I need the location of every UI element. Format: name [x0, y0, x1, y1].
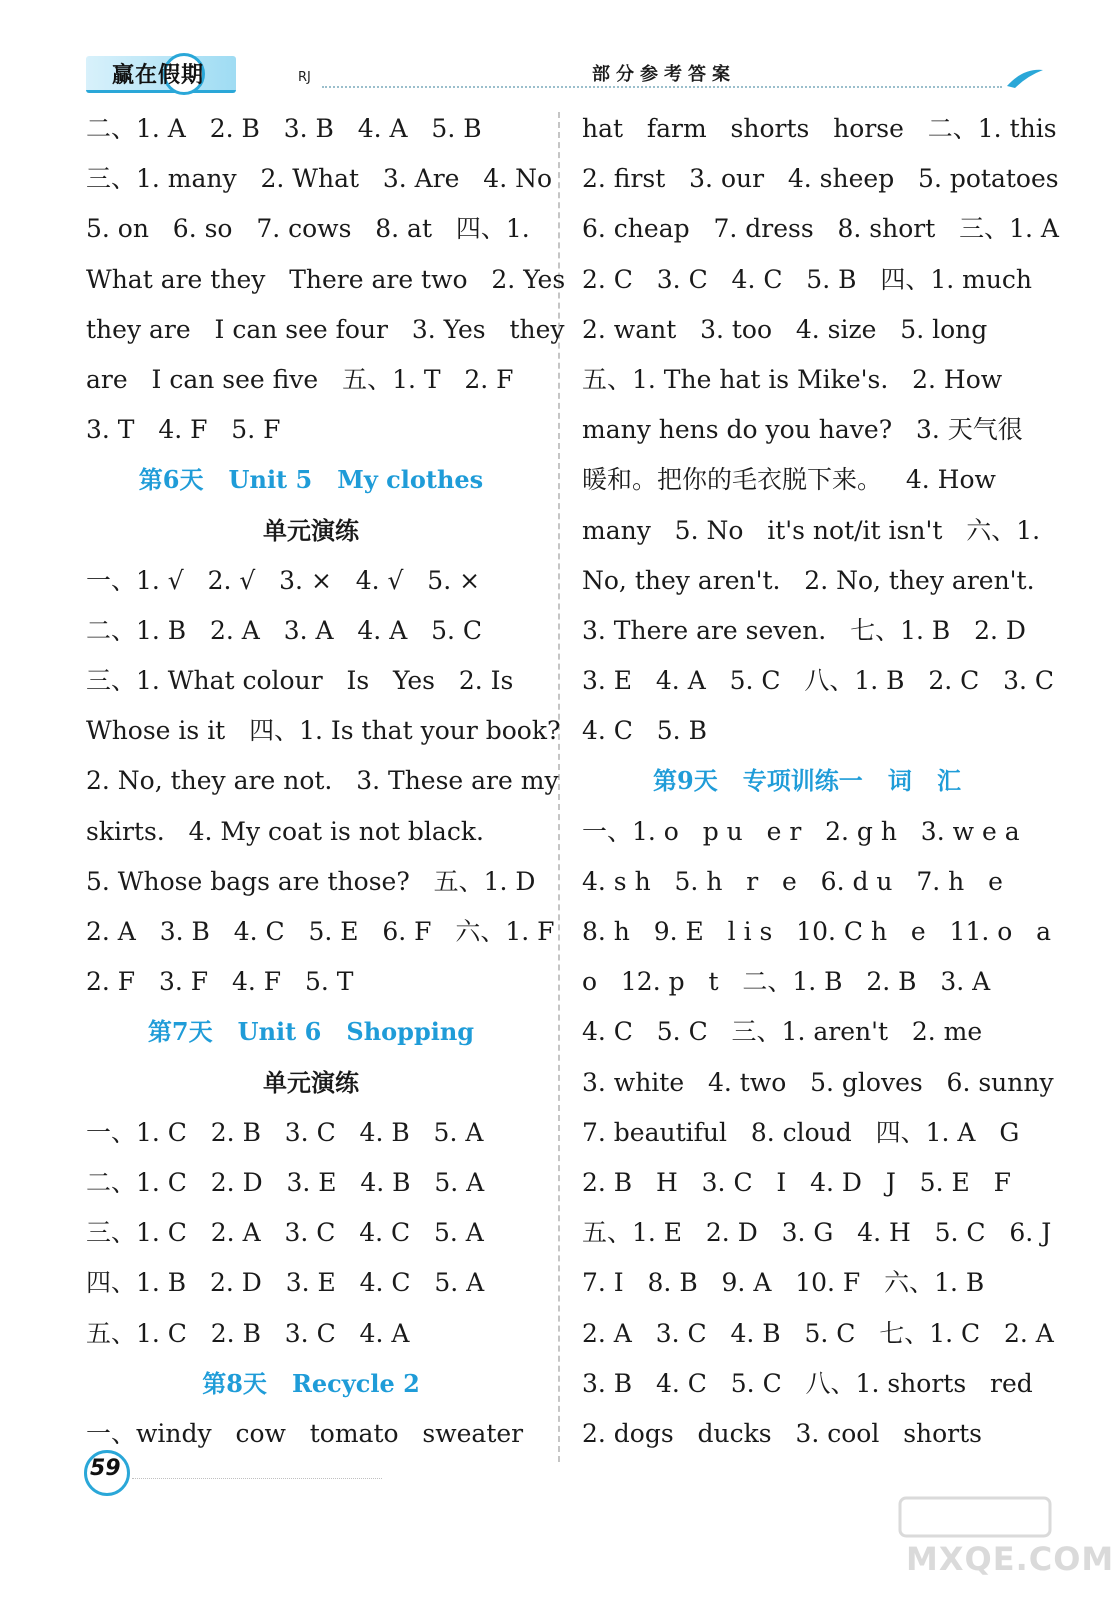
answer-line: many 5. No it's not/it isn't 六、1.: [582, 515, 1041, 545]
logo-text: 赢在假期: [112, 63, 205, 88]
answer-line: 3. E 4. A 5. C 八、1. B 2. C 3. C: [582, 666, 1055, 696]
left-column: [86, 104, 566, 1459]
answer-line: 2. No, they are not. 3. These are my: [86, 766, 559, 796]
answer-line: 二、1. C 2. D 3. E 4. B 5. A: [86, 1167, 485, 1197]
answer-line: 2. B H 3. C I 4. D J 5. E F: [582, 1167, 1011, 1197]
answer-line: 4. s h 5. h r e 6. d u 7. h e: [582, 866, 1003, 896]
answer-line: 2. A 3. C 4. B 5. C 七、1. C 2. A: [582, 1318, 1054, 1348]
answer-line: 3. white 4. two 5. gloves 6. sunny: [582, 1067, 1054, 1097]
page-footer: [84, 1450, 384, 1510]
answer-line: many hens do you have? 3. 天气很: [582, 415, 1023, 445]
answer-line: 四、1. B 2. D 3. E 4. C 5. A: [86, 1268, 485, 1298]
answer-line: 一、1. C 2. B 3. C 4. B 5. A: [86, 1117, 484, 1147]
answer-line: 三、1. many 2. What 3. Are 4. No: [86, 164, 553, 194]
answer-line: 3. T 4. F 5. F: [86, 415, 281, 445]
watermark-logo-icon: [880, 1492, 1070, 1542]
answer-line: 三、1. C 2. A 3. C 4. C 5. A: [86, 1218, 484, 1248]
answer-line: 二、1. B 2. A 3. A 4. A 5. C: [86, 615, 483, 645]
answer-line: 5. on 6. so 7. cows 8. at 四、1.: [86, 214, 530, 244]
answer-line: No, they aren't. 2. No, they aren't.: [582, 565, 1035, 595]
answer-line: 3. There are seven. 七、1. B 2. D: [582, 615, 1026, 645]
section-heading: 第8天 Recycle 2: [202, 1368, 420, 1398]
watermark-text: MXQE.COM: [906, 1540, 1114, 1578]
header-divider: [322, 86, 1002, 88]
answer-line: 一、1. o p u e r 2. g h 3. w e a: [582, 816, 1020, 846]
swoosh-icon: [1005, 64, 1045, 90]
answer-line: What are they There are two 2. Yes: [86, 264, 566, 294]
answer-line: 一、1. √ 2. √ 3. × 4. √ 5. ×: [86, 565, 481, 595]
answer-line: 暖和。把你的毛衣脱下来。 4. How: [582, 465, 996, 495]
answer-line: 6. cheap 7. dress 8. short 三、1. A: [582, 214, 1059, 244]
answer-line: o 12. p t 二、1. B 2. B 3. A: [582, 967, 991, 997]
answer-line: 2. first 3. our 4. sheep 5. potatoes: [582, 164, 1059, 194]
answer-line: 7. I 8. B 9. A 10. F 六、1. B: [582, 1268, 985, 1298]
section-heading: 第7天 Unit 6 Shopping: [147, 1017, 475, 1047]
answer-line: are I can see five 五、1. T 2. F: [86, 364, 514, 394]
answer-line: Whose is it 四、1. Is that your book?: [86, 716, 561, 746]
answer-line: 2. F 3. F 4. F 5. T: [86, 967, 354, 997]
answer-line: 2. A 3. B 4. C 5. E 6. F 六、1. F: [86, 917, 555, 946]
answer-line: 4. C 5. C 三、1. aren't 2. me: [582, 1017, 983, 1047]
watermark: [880, 1492, 1114, 1592]
answer-line: 4. C 5. B: [582, 716, 707, 746]
answer-line: 五、1. The hat is Mike's. 2. How: [582, 364, 1003, 394]
answer-line: 2. want 3. too 4. size 5. long: [582, 314, 988, 344]
page-title: 部分参考答案: [592, 64, 736, 85]
answer-line: 2. C 3. C 4. C 5. B 四、1. much: [582, 264, 1033, 294]
section-subheading: 单元演练: [263, 1068, 359, 1097]
section-heading: 第9天 专项训练一 词 汇: [653, 766, 961, 796]
page-number: 59: [90, 1456, 121, 1481]
answer-line: hat farm shorts horse 二、1. this: [582, 114, 1057, 143]
edition-label: RJ: [298, 70, 311, 85]
answer-line: 二、1. A 2. B 3. B 4. A 5. B: [86, 114, 482, 143]
answer-line: 五、1. E 2. D 3. G 4. H 5. C 6. J: [582, 1218, 1052, 1248]
section-subheading: 单元演练: [263, 516, 359, 545]
answer-line: 五、1. C 2. B 3. C 4. A: [86, 1318, 410, 1348]
answer-line: 7. beautiful 8. cloud 四、1. A G: [582, 1117, 1020, 1147]
section-heading: 第6天 Unit 5 My clothes: [138, 465, 484, 495]
answer-line: 3. B 4. C 5. C 八、1. shorts red: [582, 1368, 1033, 1398]
answer-line: 三、1. What colour Is Yes 2. Is: [86, 666, 514, 696]
answer-line: they are I can see four 3. Yes they: [86, 314, 565, 344]
footer-divider: [132, 1478, 382, 1479]
answer-line: 2. dogs ducks 3. cool shorts: [582, 1418, 982, 1448]
right-column: [582, 104, 1059, 1459]
page-header: [0, 0, 1086, 100]
answer-line: skirts. 4. My coat is not black.: [86, 816, 484, 846]
answer-line: 8. h 9. E l i s 10. C h e 11. o a: [582, 917, 1052, 946]
answer-line: 一、windy cow tomato sweater: [86, 1418, 524, 1448]
answer-line: 5. Whose bags are those? 五、1. D: [86, 866, 536, 896]
